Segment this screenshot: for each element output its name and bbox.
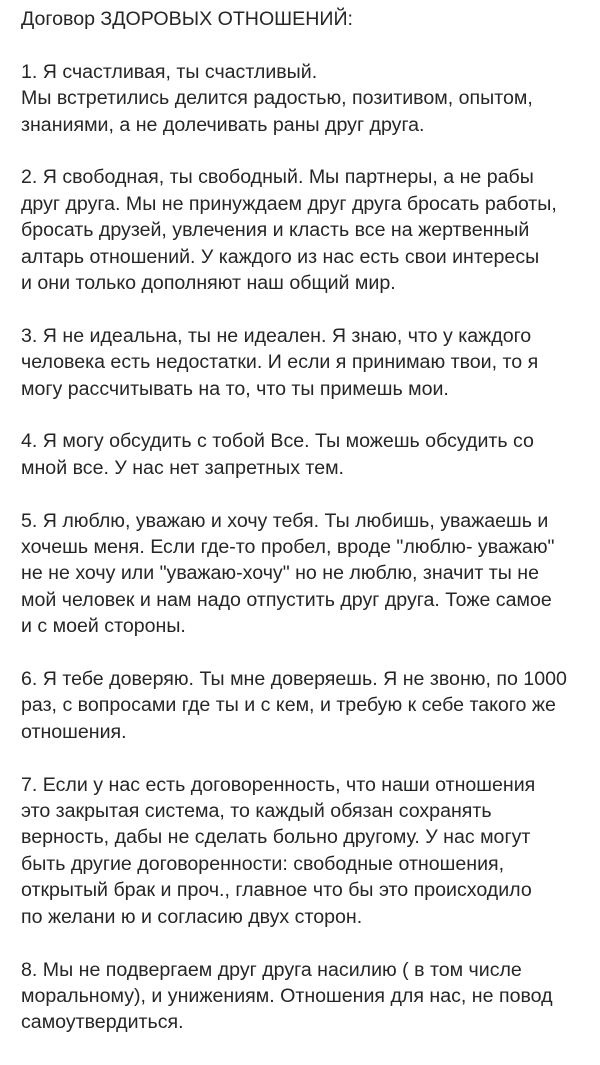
clause-line: 5. Я люблю, уважаю и хочу тебя. Ты любишь, уважаешь и [21, 509, 549, 532]
clause-line: знаниями, а не долечивать раны друг друга. [21, 113, 425, 136]
clause-line: 4. Я могу обсудить с тобой Все. Ты можешь обсудить со [21, 430, 534, 453]
clause-line: 3. Я не идеальна, ты не идеален. Я знаю, что у каждого [21, 324, 532, 347]
clause-line: и они только дополняют наш общий мир. [21, 272, 396, 295]
contract-clause-7 [21, 772, 591, 930]
clause-line: 7. Если у нас есть договоренность, что наши отношения [21, 773, 536, 796]
clause-line: открытый брак и проч., главное что бы это происходило [21, 879, 532, 902]
clause-line: могу рассчитывать на то, что ты примешь мои. [21, 377, 449, 400]
contract-clause-4 [21, 428, 591, 481]
clause-line: человека есть недостатки. И если я принимаю твои, то я [21, 351, 539, 374]
clause-line: верность, дабы не сделать больно другому. У нас могут [21, 826, 531, 849]
clause-line: не не хочу или "уважаю-хочу" но не люблю, значит ты не [21, 562, 539, 585]
clause-line: алтарь отношений. У каждого из нас есть свои интересы [21, 245, 540, 268]
clause-line: это закрытая система, то каждый обязан сохранять [21, 800, 492, 823]
clause-line: бросать друзей, увлечения и класть все на жертвенный [21, 219, 530, 242]
contract-clause-1 [21, 59, 591, 138]
clause-line: хочешь меня. Если где-то пробел, вроде "люблю- уважаю" [21, 536, 555, 559]
clause-line: быть другие договоренности: свободные отношения, [21, 852, 505, 875]
clause-line: 8. Мы не подвергаем друг друга насилию ( в том числе [21, 958, 522, 981]
clause-line: мой человек и нам надо отпустить друг друга. Тоже самое [21, 588, 552, 611]
document [21, 6, 591, 1062]
contract-clause-6 [21, 666, 591, 745]
clause-line: самоутвердиться. [21, 1011, 184, 1034]
clause-line: Мы встретились делится радостью, позитивом, опытом, [21, 87, 533, 110]
clause-line: моральному), и унижениям. Отношения для нас, не повод [21, 984, 553, 1007]
document-title: Договор ЗДОРОВЫХ ОТНОШЕНИЙ: [21, 8, 353, 30]
clause-line: по желани ю и согласию двух сторон. [21, 905, 363, 928]
clause-line: 6. Я тебе доверяю. Ты мне доверяешь. Я не звоню, по 1000 [21, 668, 567, 691]
clause-line: 1. Я счастливая, ты счастливый. [21, 60, 318, 83]
clause-line: и с моей стороны. [21, 615, 186, 638]
paragraph-list [21, 59, 591, 1036]
clause-line: мной все. У нас нет запретных тем. [21, 456, 344, 479]
clause-line: раз, с вопросами где ты и с кем, и требую к себе такого же [21, 694, 556, 717]
contract-clause-3 [21, 323, 591, 402]
contract-clause-8 [21, 957, 591, 1036]
clause-line: 2. Я свободная, ты свободный. Мы партнеры, а не рабы [21, 166, 534, 189]
clause-line: отношения. [21, 720, 127, 743]
contract-clause-2 [21, 164, 591, 296]
contract-clause-5 [21, 508, 591, 640]
clause-line: друг друга. Мы не принуждаем друг друга бросать работы, [21, 192, 557, 215]
